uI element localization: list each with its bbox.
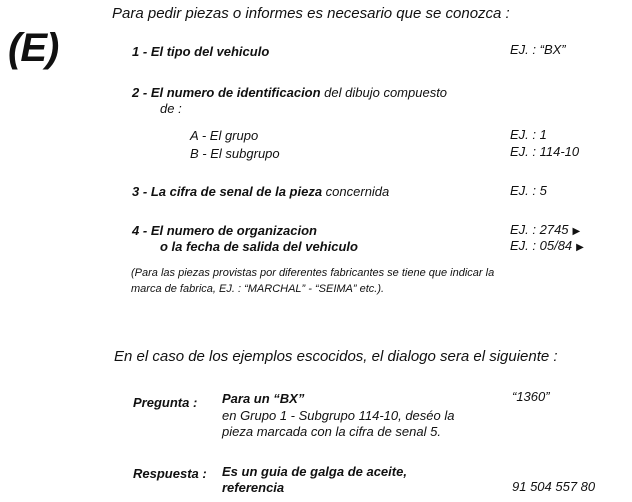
sub-item-b-example: EJ. : 114-10 (510, 144, 580, 159)
answer-line1: Es un guia de galga de aceite, (222, 464, 407, 479)
question-value: “1360” (512, 389, 550, 404)
item-3-normal: concernida (322, 184, 390, 199)
sub-item-b-letter: B (190, 146, 199, 161)
question-label: Pregunta : (133, 395, 198, 410)
item-4-example-1: EJ. : 2745 ▶ (510, 222, 581, 237)
answer-value: 91 504 557 80 (512, 479, 596, 494)
sub-item-a-text: El grupo (209, 128, 259, 143)
item-2-bold: El numero de identificacion (150, 85, 321, 100)
answer-label: Respuesta : (133, 466, 207, 481)
intro-text: Para pedir piezas o informes es necesario que se conozca : (112, 5, 510, 22)
item-1-number: 1 (132, 44, 140, 59)
item-3-bold: La cifra de senal de la pieza (150, 184, 323, 199)
item-1: 1 - El tipo del vehiculo (132, 44, 270, 59)
item-2-normal: del dibujo compuesto (320, 85, 448, 100)
sub-item-a: A - El grupo (190, 128, 259, 143)
sub-item-b: B - El subgrupo (190, 146, 280, 161)
sub-item-a-example: EJ. : 1 (510, 127, 547, 142)
item-2-line2: de : (160, 101, 182, 116)
question-line2: en Grupo 1 - Subgrupo 114-10, deséo la (222, 408, 455, 423)
answer-line2: referencia (222, 480, 285, 495)
example-heading: En el caso de los ejemplos escocidos, el dialogo sera el siguiente : (114, 348, 558, 365)
item-2-number: 2 (132, 85, 140, 100)
item-3-example: EJ. : 5 (510, 183, 547, 198)
question-line3: pieza marcada con la cifra de senal 5. (222, 424, 441, 439)
item-1-bold: El tipo del vehiculo (150, 44, 270, 59)
item-4: 4 - El numero de organizacion (132, 223, 317, 238)
item-3-number: 3 (132, 184, 140, 199)
sub-item-a-letter: A (190, 128, 199, 143)
item-1-example: EJ. : “BX” (510, 42, 566, 57)
right-triangle-icon: ▶ (576, 242, 584, 253)
manufacturer-note: (Para las piezas provistas por diferentes fabricantes se tiene que indicar la marca de fabrica, EJ. : “MARCHAL” - “SEIMA” etc.). (131, 267, 495, 295)
item-4-line1: El numero de organizacion (150, 223, 317, 238)
item-4-line2: o la fecha de salida del vehiculo (160, 239, 358, 254)
item-3: 3 - La cifra de senal de la pieza concernida (132, 184, 390, 199)
right-triangle-icon: ▶ (572, 226, 581, 237)
question-line1: Para un “BX” (222, 391, 305, 406)
sub-item-b-text: El subgrupo (210, 146, 280, 161)
item-4-number: 4 (132, 223, 140, 238)
item-2: 2 - El numero de identificacion del dibujo compuesto (132, 85, 448, 100)
item-4-example-2: EJ. : 05/84 ▶ (510, 238, 584, 253)
language-tag: (E) (8, 26, 59, 70)
